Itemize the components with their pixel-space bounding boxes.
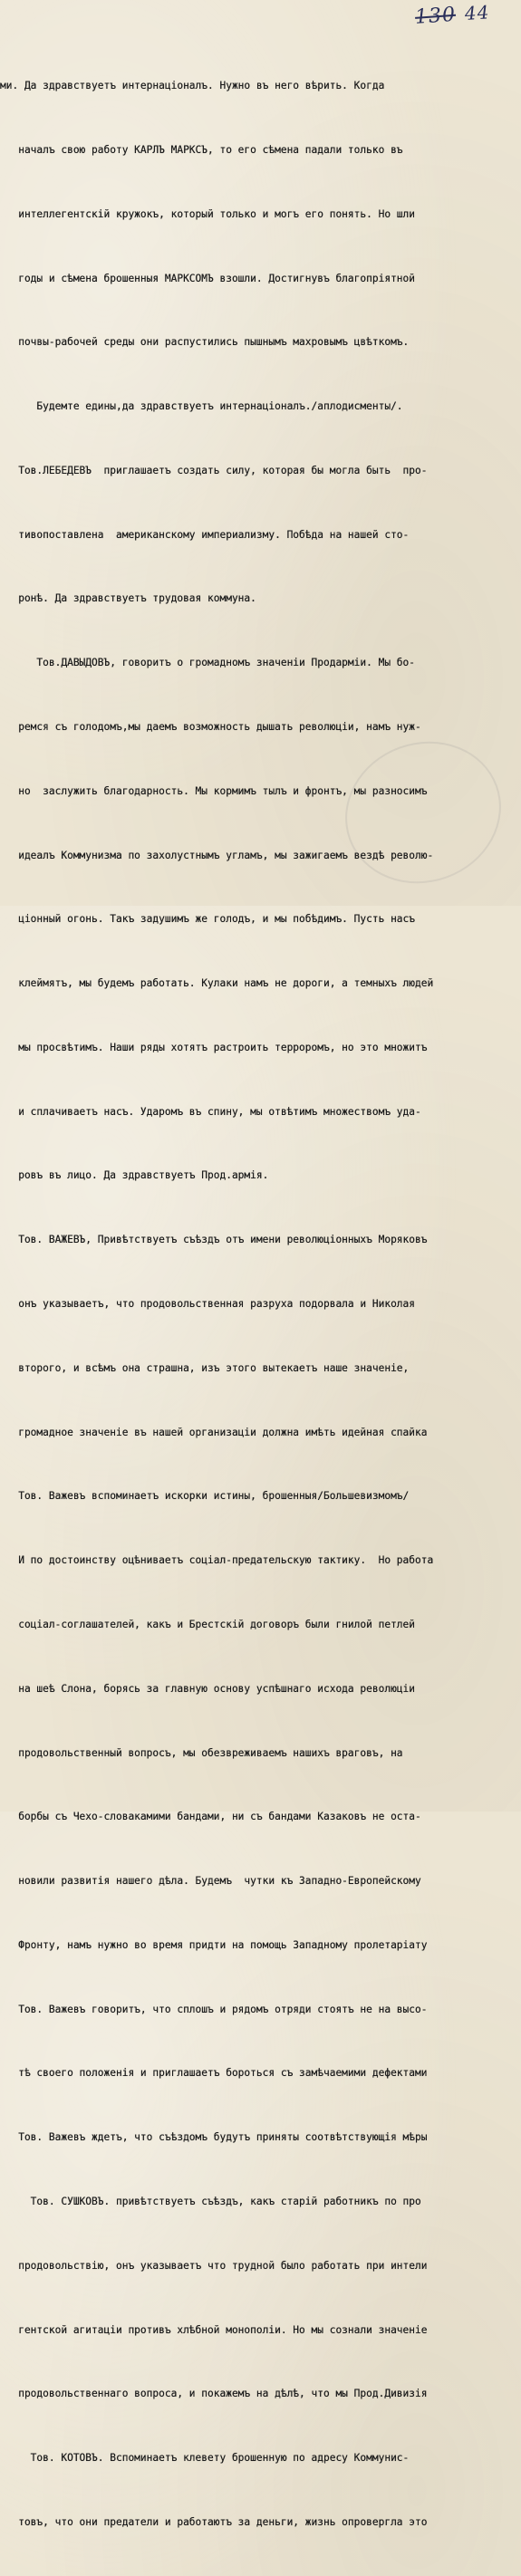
text-line: мы просвѣтимъ. Наши ряды хотятъ растроить терроромъ, но это множитъ bbox=[0, 1041, 428, 1053]
current-page-number: 44 bbox=[463, 1, 490, 25]
text-line: Тов. ВАЖЕВЪ, Привѣтствуетъ съѣздъ отъ имени революціонныхъ Моряковъ bbox=[0, 1234, 428, 1246]
text-line: Тов.ЛЕБЕДЕВЪ приглашаетъ создать силу, которая бы могла быть про- bbox=[0, 464, 428, 476]
text-line: Тов. Важевъ ждетъ, что съѣздомъ будутъ приняты соотвѣтствующія мѣры bbox=[0, 2131, 428, 2144]
text-line: продовольственнаго вопроса, и покажемъ на дѣлѣ, что мы Прод.Дивизія bbox=[0, 2388, 428, 2400]
text-line: Тов. СУШКОВЪ. привѣтствуетъ съѣздъ, какъ старій работникъ по про bbox=[0, 2195, 421, 2207]
text-line: и сплачиваетъ насъ. Ударомъ въ спину, мы отвѣтимъ множествомъ уда- bbox=[0, 1105, 421, 1118]
handwritten-page-number bbox=[414, 1, 490, 29]
text-line: продовольственный вопросъ, мы обезвреживаемъ нашихъ враговъ, на bbox=[0, 1746, 403, 1759]
text-line: интеллегентскій кружокъ, который только и могъ его понять. Но шли bbox=[0, 207, 416, 220]
text-line: ровъ въ лицо. Да здравствуетъ Прод.армія. bbox=[0, 1169, 269, 1182]
text-line: продовольствію, онъ указываетъ что трудной было работать при интели bbox=[0, 2259, 428, 2272]
text-line: но заслужить благодарность. Мы кормимъ тылъ и фронтъ, мы разносимъ bbox=[0, 784, 428, 797]
text-line: громадное значеніе въ нашей организаціи должна имѣть идейная спайка bbox=[0, 1426, 428, 1438]
text-line: тѣ своего положенія и приглашаетъ бороться съ замѣчаемими дефектами bbox=[0, 2067, 428, 2080]
text-line: ми. Да здравствуетъ интернаціоналъ. Нужно въ него вѣрить. Когда bbox=[0, 80, 385, 92]
text-line: онъ указываетъ, что продовольственная разруха подорвала и Николая bbox=[0, 1298, 416, 1311]
text-line: Тов. Важевъ вспоминаетъ искорки истины, брошенныя/Большевизмомъ/ bbox=[0, 1490, 410, 1503]
text-line: на шеѣ Слона, борясь за главную основу успѣшнаго исхода революціи bbox=[0, 1682, 416, 1695]
text-line: тивопоставлена американскому империализму. Побѣда на нашей сто- bbox=[0, 528, 410, 541]
text-line: товъ, что они предатели и работаютъ за деньги, жизнь опровергла это bbox=[0, 2515, 428, 2528]
text-line: Тов.ДАВЫДОВЪ, говоритъ о громадномъ значеніи Продарміи. Мы бо- bbox=[0, 657, 416, 669]
text-line: началъ свою работу КАРЛЪ МАРКСЪ, то его сѣмена падали только въ bbox=[0, 143, 403, 156]
text-line: годы и сѣмена брошенныя МАРКСОМЪ взошли. Достигнувъ благопріятной bbox=[0, 272, 416, 284]
text-line: соціал-соглашателей, какъ и Брестскій договоръ были гнилой петлей bbox=[0, 1618, 416, 1630]
text-line: второго, и всѣмъ она страшна, изъ этого вытекаетъ наше значеніе, bbox=[0, 1361, 410, 1374]
text-line: Тов. Важевъ говоритъ, что сплошъ и рядомъ отряди стоятъ не на высо- bbox=[0, 2003, 428, 2015]
text-line: почвы-рабочей среды они распустились пышнымъ махровымъ цвѣткомъ. bbox=[0, 336, 410, 349]
text-line: гентской агитаціи противъ хлѣбной монополіи. Но мы сознали значеніе bbox=[0, 2323, 428, 2336]
text-line: клеймятъ, мы будемъ работать. Кулаки намъ не дороги, а темныхъ людей bbox=[0, 977, 434, 990]
text-line: Тов. КОТОВЪ. Вспоминаетъ клевету брошенную по адресу Коммунис- bbox=[0, 2452, 410, 2465]
text-line: новили развитія нашего дѣла. Будемъ чутки къ Западно-Европейскому bbox=[0, 1875, 421, 1888]
text-line: Будемте едины,да здравствуетъ интернаціоналъ./аплодисменты/. bbox=[0, 400, 403, 413]
text-line: ціонный огонь. Такъ задушимъ же голодъ, и мы побѣдимъ. Пусть насъ bbox=[0, 913, 416, 926]
text-line: Фронту, намъ нужно во время придти на помощь Западному пролетаріату bbox=[0, 1938, 428, 1951]
typewritten-text bbox=[0, 33, 515, 2576]
text-line: борбы съ Чехо-словакамими бандами, ни съ бандами Казаковъ не оста- bbox=[0, 1811, 421, 1823]
text-line: ронѣ. Да здравствуетъ трудовая коммуна. bbox=[0, 592, 256, 605]
text-line: идеалъ Коммунизма по захолустнымъ угламъ, мы зажигаемъ вездѣ револю- bbox=[0, 849, 434, 861]
struck-page-number: 130 bbox=[413, 3, 457, 29]
text-line: ремся съ голодомъ,мы даемъ возможность дышать революціи, намъ нуж- bbox=[0, 721, 421, 733]
text-line: И по достоинству оцѣниваетъ соціал-предательскую тактику. Но работа bbox=[0, 1554, 434, 1567]
